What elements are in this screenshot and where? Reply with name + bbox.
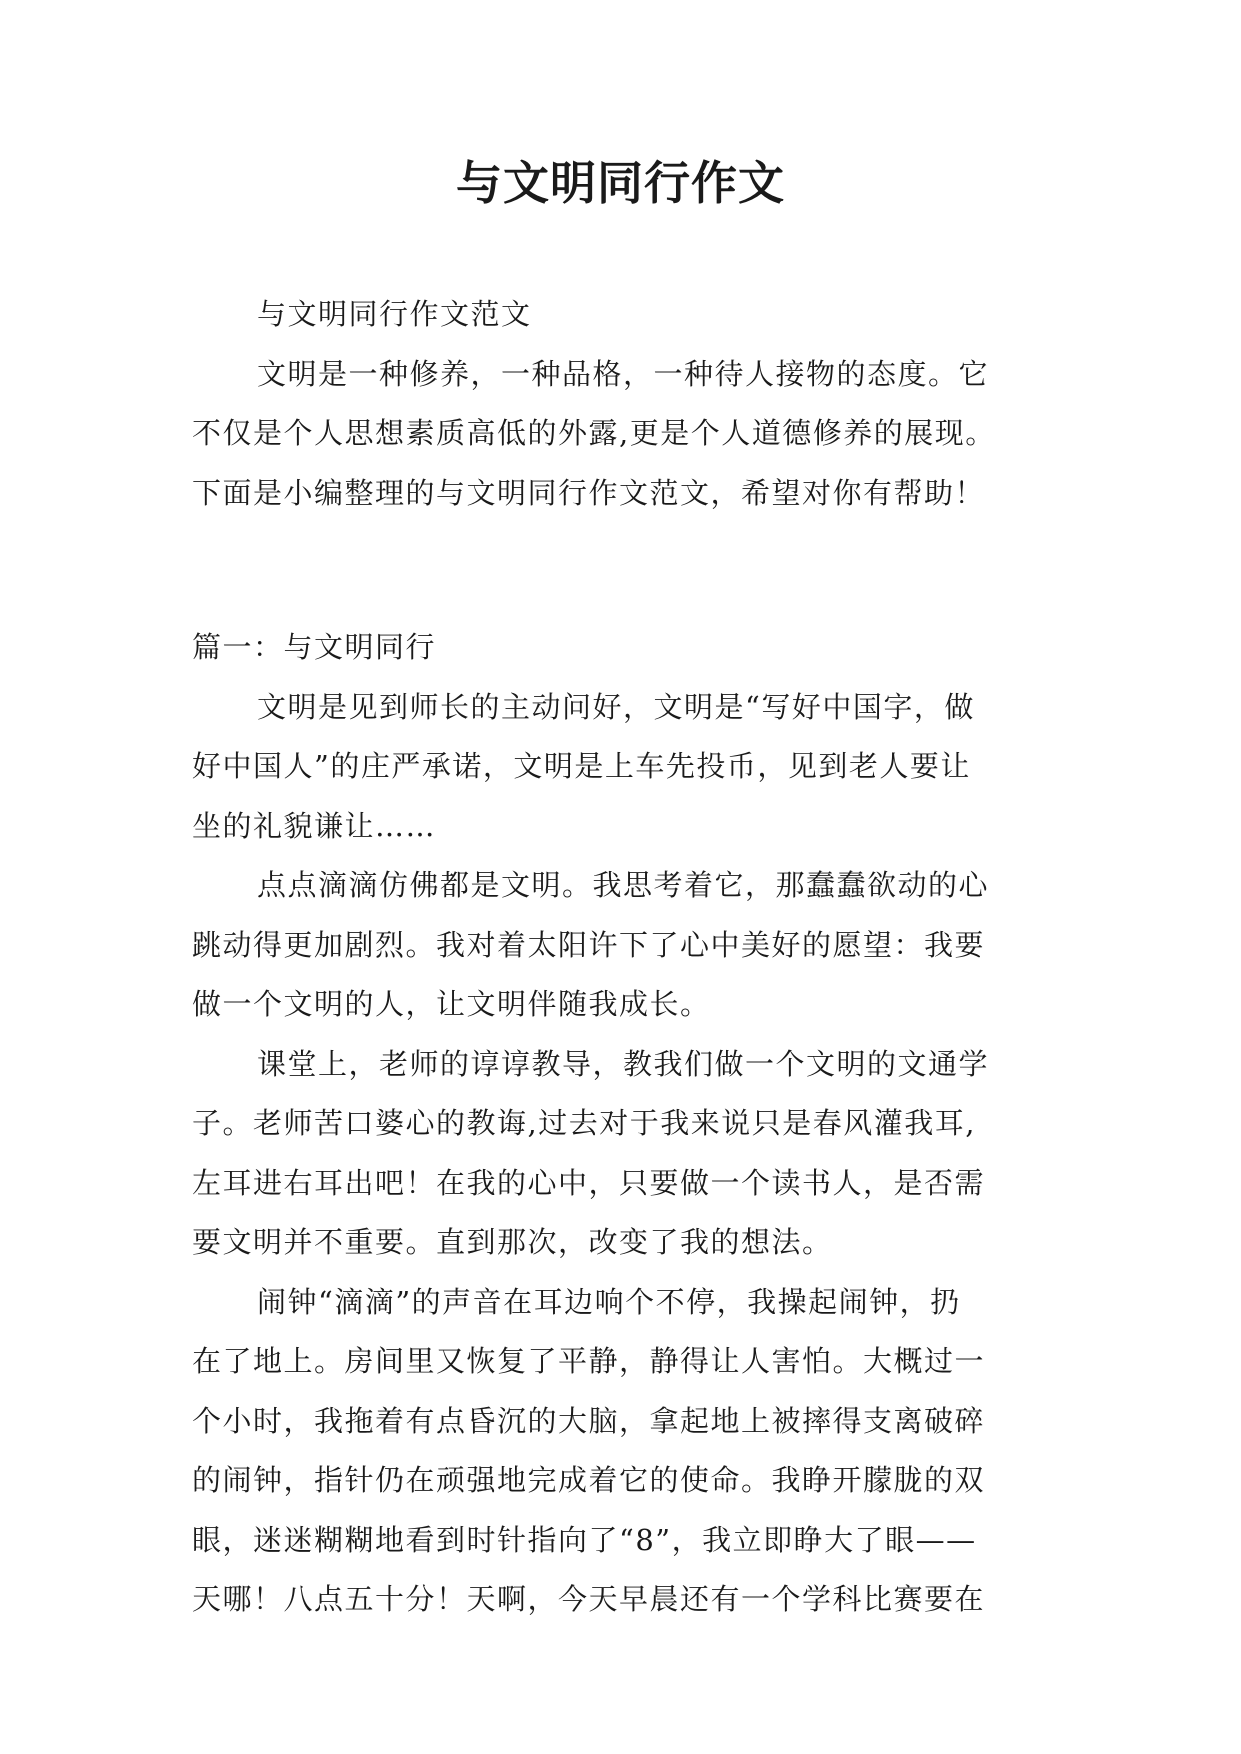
paragraph-3: [192, 1035, 1052, 1273]
intro-line: 不仅是个人思想素质高低的外露,更是个人道德修养的展现。: [192, 416, 996, 450]
paragraph-line: 要文明并不重要。直到那次，改变了我的想法。: [192, 1225, 833, 1259]
paragraph-line: 点点滴滴仿佛都是文明。我思考着它，那蠢蠢欲动的心: [257, 868, 990, 902]
paragraph-line: 眼，迷迷糊糊地看到时针指向了“8”，我立即睁大了眼——: [192, 1522, 977, 1557]
paragraph-line: 个小时，我拖着有点昏沉的大脑，拿起地上被摔得支离破碎: [192, 1403, 986, 1438]
intro-subtitle: 与文明同行作文范文: [257, 297, 532, 331]
paragraph-4: [192, 1273, 1052, 1630]
paragraph-1: [192, 678, 1052, 857]
intro-line: 文明是一种修养，一种品格，一种待人接物的态度。它: [257, 356, 990, 391]
paragraph-line: 闹钟“滴滴”的声音在耳边响个不停，我操起闹钟，扔: [257, 1284, 961, 1319]
paragraph-line: 的闹钟，指针仍在顽强地完成着它的使命。我睁开朦胧的双: [192, 1463, 986, 1497]
intro-line: 下面是小编整理的与文明同行作文范文，希望对你有帮助！: [192, 475, 986, 510]
paragraph-2: [192, 856, 1052, 1035]
document-body: [192, 285, 1052, 1630]
paragraph-line: 在了地上。房间里又恢复了平静，静得让人害怕。大概过一: [192, 1344, 986, 1378]
paragraph-line: 天哪！八点五十分！天啊，今天早晨还有一个学科比赛要在: [192, 1582, 986, 1616]
paragraph-line: 子。老师苦口婆心的教诲,过去对于我来说只是春风灌我耳,: [192, 1106, 976, 1140]
paragraph-line: 坐的礼貌谦让……: [192, 808, 437, 843]
paragraph-line: 文明是见到师长的主动问好，文明是“写好中国字，做: [257, 689, 975, 724]
section-gap: [192, 523, 1052, 618]
paragraph-line: 课堂上，老师的谆谆教导，教我们做一个文明的文通学: [257, 1046, 990, 1081]
section-heading: 篇一：与文明同行: [192, 630, 437, 664]
document-title: 与文明同行作文: [456, 156, 785, 210]
paragraph-line: 跳动得更加剧烈。我对着太阳许下了心中美好的愿望：我要: [192, 927, 986, 962]
paragraph-line: 好中国人”的庄严承诺，文明是上车先投币，见到老人要让: [192, 749, 971, 783]
paragraph-line: 左耳进右耳出吧！在我的心中，只要做一个读书人，是否需: [192, 1165, 986, 1200]
paragraph-line: 做一个文明的人，让文明伴随我成长。: [192, 987, 711, 1021]
